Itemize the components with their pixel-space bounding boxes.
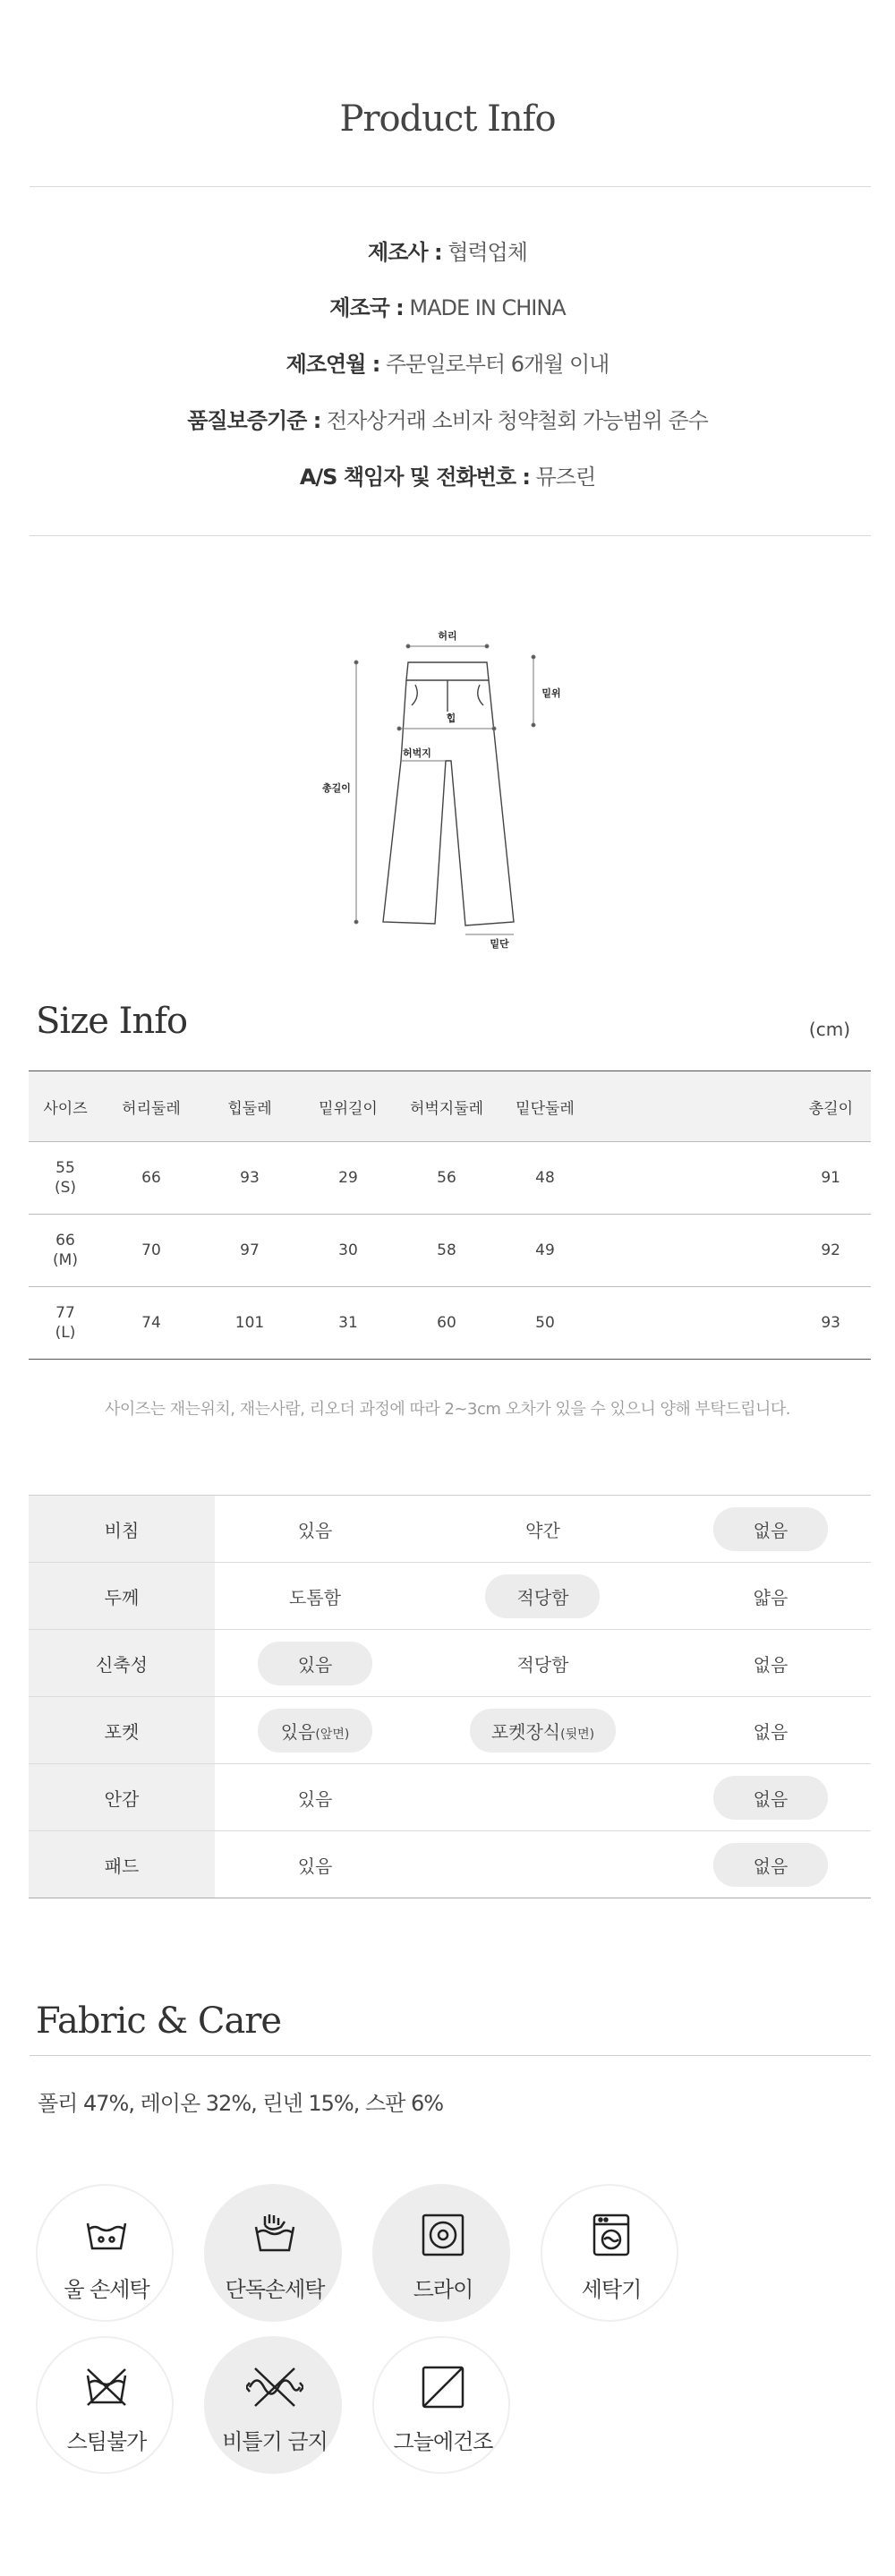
waist-label: 허리 <box>438 630 457 642</box>
table-cell: 97 <box>200 1215 299 1287</box>
table-cell: 93 <box>594 1287 871 1360</box>
option-pill: 약간 <box>525 1519 560 1541</box>
care-no-steam: 스팀불가 <box>36 2336 174 2474</box>
size-info-title: Size Info <box>36 1001 188 1042</box>
table-cell: 70 <box>102 1215 200 1287</box>
fit-properties-table <box>29 1495 871 1898</box>
col-hem: 밑단둘레 <box>496 1071 594 1142</box>
table-cell: 31 <box>299 1287 397 1360</box>
property-row-sheer <box>29 1496 871 1563</box>
size-cell: 55 (S) <box>29 1142 102 1215</box>
size-table <box>29 1070 871 1360</box>
care-dry-clean: 드라이 <box>372 2184 510 2322</box>
option-pill: 있음 <box>297 1519 333 1541</box>
info-origin: 제조국 : MADE IN CHINA <box>329 295 566 320</box>
no-steam-icon <box>84 2365 129 2410</box>
pants-measurement-diagram <box>322 627 573 967</box>
care-separate-handwash: 단독손세탁 <box>204 2184 342 2322</box>
property-label: 신축성 <box>29 1630 215 1697</box>
property-row-pocket <box>29 1697 871 1764</box>
table-cell: 91 <box>594 1142 871 1215</box>
thigh-label: 허벅지 <box>403 747 431 759</box>
dry-clean-icon <box>421 2213 465 2257</box>
size-cell: 77 (L) <box>29 1287 102 1360</box>
option-pill-selected: 있음 <box>258 1642 372 1685</box>
waistband-outline <box>406 662 489 680</box>
option-pill: 없음 <box>753 1653 788 1676</box>
table-cell: 60 <box>397 1287 496 1360</box>
option-pill-selected: 없음 <box>713 1776 828 1820</box>
wool-handwash-icon <box>84 2213 129 2257</box>
info-manufacturer: 제조사 : 협력업체 <box>368 240 527 265</box>
table-cell: 66 <box>102 1142 200 1215</box>
col-length: 총길이 <box>594 1071 871 1142</box>
col-hip: 힙둘레 <box>200 1071 299 1142</box>
fabric-care-title: Fabric & Care <box>36 2000 282 2042</box>
care-shade-dry: 그늘에건조 <box>372 2336 510 2474</box>
option-pill: 적당함 <box>516 1653 569 1676</box>
table-cell: 48 <box>496 1142 594 1215</box>
size-unit: (cm) <box>808 1019 850 1040</box>
property-row-pad <box>29 1831 871 1898</box>
length-label: 총길이 <box>322 782 351 794</box>
size-table-header <box>29 1071 871 1142</box>
option-pill-selected: 있음(앞면) <box>258 1709 372 1753</box>
rise-label: 밑위 <box>541 687 561 699</box>
table-cell: 93 <box>200 1142 299 1215</box>
info-manufacture-date: 제조연월 : 주문일로부터 6개월 이내 <box>286 352 609 377</box>
no-wring-icon <box>246 2365 303 2410</box>
option-pill-selected: 적당함 <box>485 1574 600 1618</box>
table-cell: 29 <box>299 1142 397 1215</box>
care-no-wring: 비틀기 금지 <box>204 2336 342 2474</box>
table-cell: 56 <box>397 1142 496 1215</box>
option-pill-selected: 포켓장식(뒷면) <box>470 1709 616 1753</box>
property-row-stretch <box>29 1630 871 1697</box>
table-cell: 49 <box>496 1215 594 1287</box>
col-rise: 밑위길이 <box>299 1071 397 1142</box>
divider <box>30 535 871 536</box>
property-label: 안감 <box>29 1764 215 1831</box>
option-pill: 도톰함 <box>289 1586 342 1608</box>
property-label: 포켓 <box>29 1697 215 1764</box>
option-pill-selected: 없음 <box>713 1507 828 1551</box>
table-row <box>29 1215 871 1287</box>
shade-dry-icon <box>421 2365 465 2410</box>
table-cell: 92 <box>594 1215 871 1287</box>
option-pill: 있음 <box>297 1855 333 1877</box>
option-pill-selected: 없음 <box>713 1843 828 1887</box>
option-pill: 얇음 <box>753 1586 788 1608</box>
fabric-composition: 폴리 47%, 레이온 32%, 린넨 15%, 스판 6% <box>38 2091 444 2116</box>
option-pill: 없음 <box>753 1720 788 1743</box>
size-note: 사이즈는 재는위치, 재는사람, 리오더 과정에 따라 2~3cm 오차가 있을 수 있으니 양해 부탁드립니다. <box>104 1400 791 1419</box>
info-as-contact: A/S 책임자 및 전화번호 : 뮤즈린 <box>299 465 596 490</box>
product-info-title: Product Info <box>339 98 556 140</box>
care-wool-handwash: 울 손세탁 <box>36 2184 174 2322</box>
property-label: 두께 <box>29 1563 215 1630</box>
col-waist: 허리둘레 <box>102 1071 200 1142</box>
property-label: 패드 <box>29 1831 215 1898</box>
hem-label: 밑단 <box>490 938 509 950</box>
property-row-thickness <box>29 1563 871 1630</box>
divider <box>30 186 871 187</box>
property-label: 비침 <box>29 1496 215 1563</box>
table-cell: 50 <box>496 1287 594 1360</box>
care-washing-machine: 세탁기 <box>541 2184 678 2322</box>
option-pill: 있음 <box>297 1787 333 1810</box>
table-cell: 58 <box>397 1215 496 1287</box>
washing-machine-icon <box>589 2213 634 2257</box>
hip-label: 힙 <box>446 712 456 724</box>
table-cell: 74 <box>102 1287 200 1360</box>
col-size: 사이즈 <box>29 1071 102 1142</box>
size-cell: 66 (M) <box>29 1215 102 1287</box>
property-row-lining <box>29 1764 871 1831</box>
table-cell: 101 <box>200 1287 299 1360</box>
table-cell: 30 <box>299 1215 397 1287</box>
divider <box>30 2055 871 2056</box>
info-quality-standard: 품질보증기준 : 전자상거래 소비자 청약철회 가능범위 준수 <box>187 408 708 433</box>
col-thigh: 허벅지둘레 <box>397 1071 496 1142</box>
table-row <box>29 1287 871 1360</box>
table-row <box>29 1142 871 1215</box>
separate-handwash-icon <box>252 2213 297 2257</box>
